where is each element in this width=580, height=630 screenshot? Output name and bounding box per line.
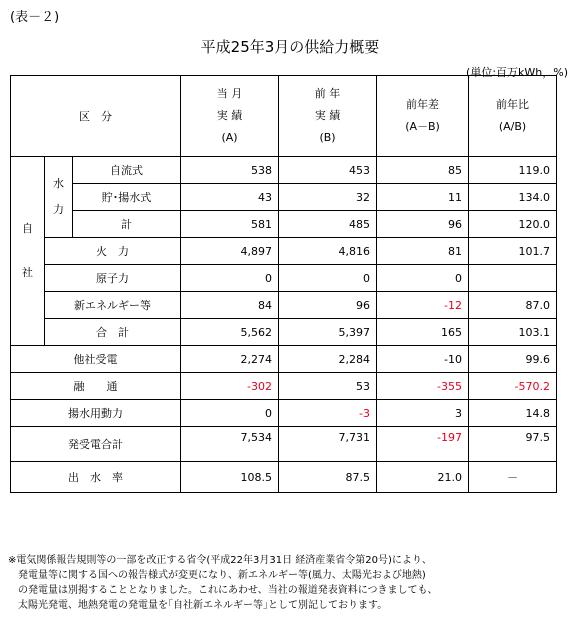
cell-diff: 0 <box>377 265 469 292</box>
cell-prev: 87.5 <box>279 462 377 493</box>
cell-diff: 85 <box>377 157 469 184</box>
table-row <box>11 462 557 493</box>
row-label: 自流式 <box>73 157 181 184</box>
row-label: 原子力 <box>45 265 181 292</box>
cell-diff: -355 <box>377 373 469 400</box>
supply-table <box>10 75 557 493</box>
cell-diff: -197 <box>377 427 469 462</box>
cell-ratio: 101.7 <box>469 238 557 265</box>
page-title: 平成25年3月の供給力概要 <box>200 38 380 56</box>
cell-ratio: 97.5 <box>469 427 557 462</box>
header-prev: 前 年 実 績 (B) <box>279 76 377 157</box>
row-label: 新エネルギー等 <box>45 292 181 319</box>
cell-prev: 32 <box>279 184 377 211</box>
header-row <box>11 76 557 157</box>
cell-current: 538 <box>181 157 279 184</box>
table-row <box>11 373 557 400</box>
cell-prev: 4,816 <box>279 238 377 265</box>
row-label: 計 <box>73 211 181 238</box>
cell-prev: -3 <box>279 400 377 427</box>
cell-ratio: 120.0 <box>469 211 557 238</box>
table-row <box>11 157 557 184</box>
table-row <box>11 400 557 427</box>
cell-current: 108.5 <box>181 462 279 493</box>
table-row <box>11 346 557 373</box>
footnote <box>8 553 574 613</box>
cell-prev: 453 <box>279 157 377 184</box>
footnote-line: 太陽光発電、地熱発電の発電量を｢自社新エネルギー等｣として別記しております。 <box>18 600 388 611</box>
table-row <box>11 265 557 292</box>
cell-prev: 2,284 <box>279 346 377 373</box>
cell-prev: 7,731 <box>279 427 377 462</box>
table-row <box>11 319 557 346</box>
cell-prev: 96 <box>279 292 377 319</box>
cell-prev: 0 <box>279 265 377 292</box>
cell-prev: 5,397 <box>279 319 377 346</box>
cell-current: 84 <box>181 292 279 319</box>
cell-diff: 165 <box>377 319 469 346</box>
table-row <box>11 292 557 319</box>
cell-diff: 96 <box>377 211 469 238</box>
row-label: 出 水 率 <box>11 462 181 493</box>
cell-current: 43 <box>181 184 279 211</box>
footnote-line: の発電量は別掲することとなりました。これにあわせ、当社の報道発表資料につきましても、 <box>18 585 438 596</box>
side-suiryoku: 水 力 <box>45 157 73 238</box>
cell-diff: 3 <box>377 400 469 427</box>
cell-ratio: 14.8 <box>469 400 557 427</box>
row-label: 融 通 <box>11 373 181 400</box>
cell-diff: 11 <box>377 184 469 211</box>
footnote-line: 発電量等に関する国への報告様式が変更になり、新エネルギー等(風力、太陽光および地熱) <box>18 570 426 581</box>
row-label: 合 計 <box>45 319 181 346</box>
cell-diff: -12 <box>377 292 469 319</box>
cell-current: 5,562 <box>181 319 279 346</box>
cell-ratio: -570.2 <box>469 373 557 400</box>
header-diff: 前年差 (A－B) <box>377 76 469 157</box>
cell-current: 581 <box>181 211 279 238</box>
footnote-line: ※電気関係報告規則等の一部を改正する省令(平成22年3月31日 経済産業省令第20号)により、 <box>8 555 432 566</box>
cell-ratio: 87.0 <box>469 292 557 319</box>
cell-ratio: 119.0 <box>469 157 557 184</box>
cell-current: 7,534 <box>181 427 279 462</box>
cell-ratio: 103.1 <box>469 319 557 346</box>
row-label: 他社受電 <box>11 346 181 373</box>
cell-diff: 81 <box>377 238 469 265</box>
cell-current: 2,274 <box>181 346 279 373</box>
cell-current: 4,897 <box>181 238 279 265</box>
cell-ratio: 99.6 <box>469 346 557 373</box>
header-current: 当 月 実 績 (A) <box>181 76 279 157</box>
header-ratio: 前年比 (A/B) <box>469 76 557 157</box>
cell-current: 0 <box>181 265 279 292</box>
unit-note: (単位:百万kWh，%) <box>466 66 568 79</box>
cell-diff: 21.0 <box>377 462 469 493</box>
cell-ratio: － <box>469 462 557 493</box>
cell-prev: 53 <box>279 373 377 400</box>
cell-ratio: 134.0 <box>469 184 557 211</box>
cell-current: 0 <box>181 400 279 427</box>
cell-diff: -10 <box>377 346 469 373</box>
cell-prev: 485 <box>279 211 377 238</box>
row-label: 貯･揚水式 <box>73 184 181 211</box>
table-label: (表－２) <box>10 10 60 25</box>
cell-current: -302 <box>181 373 279 400</box>
table-row <box>11 427 557 462</box>
cell-ratio <box>469 265 557 292</box>
side-jisha: 自 社 <box>11 157 45 346</box>
table-row <box>11 211 557 238</box>
header-category: 区 分 <box>11 76 181 157</box>
row-label: 火 力 <box>45 238 181 265</box>
row-label: 揚水用動力 <box>11 400 181 427</box>
row-label: 発受電合計 <box>11 427 181 462</box>
table-row <box>11 238 557 265</box>
table-row <box>11 184 557 211</box>
